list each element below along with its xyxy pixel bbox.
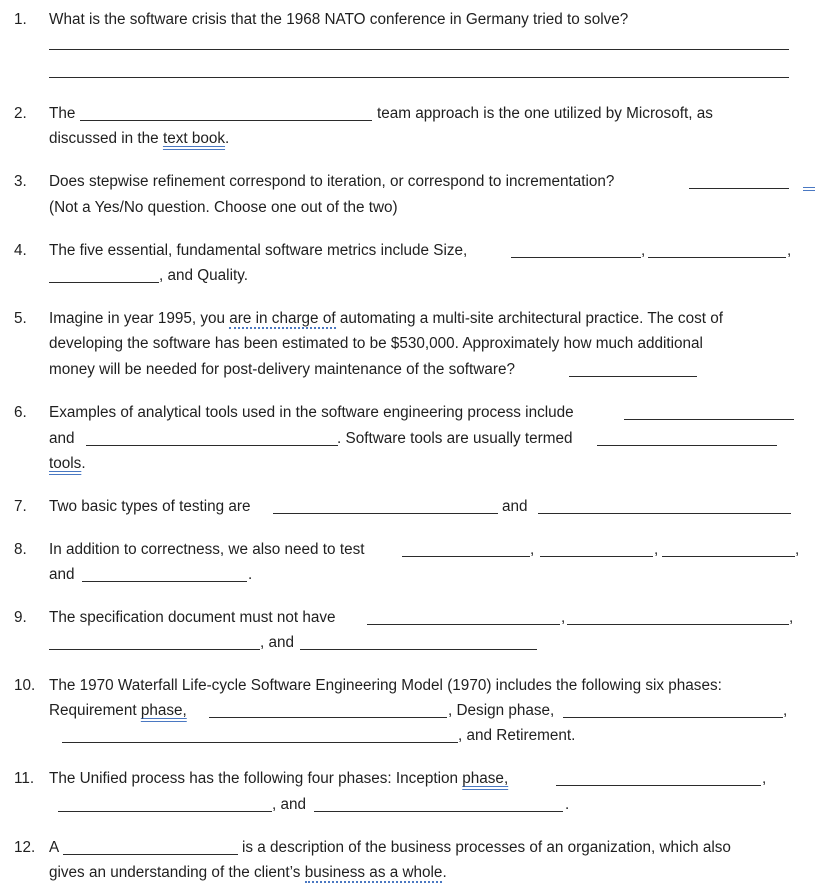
question-text: (Not a Yes/No question. Choose one out of the two) xyxy=(49,199,398,216)
answer-line[interactable] xyxy=(49,49,789,50)
question-text: is a description of the business processes of an organization, which also xyxy=(242,839,731,856)
question-number: 6. xyxy=(14,404,27,421)
comma: , xyxy=(654,541,659,558)
answer-blank[interactable] xyxy=(597,431,777,446)
answer-blank[interactable] xyxy=(300,635,537,650)
answer-blank[interactable] xyxy=(569,362,697,377)
answer-blank[interactable] xyxy=(49,635,260,650)
format-mark xyxy=(803,187,815,191)
question-number: 5. xyxy=(14,310,27,327)
answer-blank[interactable] xyxy=(563,703,783,718)
question-text: Does stepwise refinement correspond to iteration, or correspond to incrementation? xyxy=(49,173,615,190)
question-text: The 1970 Waterfall Life-cycle Software Engineering Model (1970) includes the following six phases: xyxy=(49,677,722,694)
question-number: 7. xyxy=(14,498,27,515)
answer-blank[interactable] xyxy=(80,106,372,121)
question-text: , and xyxy=(272,796,307,813)
answer-blank[interactable] xyxy=(689,174,789,189)
answer-blank[interactable] xyxy=(63,840,238,855)
question-number: 9. xyxy=(14,609,27,626)
comma: , xyxy=(783,702,788,719)
question-number: 8. xyxy=(14,541,27,558)
answer-blank[interactable] xyxy=(567,610,789,625)
grammar-mark: are in charge of xyxy=(229,310,336,327)
spell-check-mark: phase, xyxy=(140,702,187,719)
question-text: Requirement phase, xyxy=(49,702,187,719)
question-text: and xyxy=(49,430,75,447)
comma: , xyxy=(795,541,800,558)
spell-check-mark: text book xyxy=(162,130,226,147)
spell-check-mark: tools xyxy=(49,455,82,472)
question-text: money will be needed for post-delivery maintenance of the software? xyxy=(49,361,515,378)
question-number: 3. xyxy=(14,173,27,190)
answer-blank[interactable] xyxy=(367,610,560,625)
question-text: gives an understanding of the client’s business as a whole. xyxy=(49,864,447,881)
question-text: What is the software crisis that the 1968 NATO conference in Germany tried to solve? xyxy=(49,11,629,28)
question-text: and xyxy=(502,498,528,515)
answer-blank[interactable] xyxy=(209,703,447,718)
question-text: and xyxy=(49,566,75,583)
answer-blank[interactable] xyxy=(540,542,653,557)
answer-blank[interactable] xyxy=(556,771,761,786)
question-number: 4. xyxy=(14,242,27,259)
question-text: , Design phase, xyxy=(448,702,555,719)
question-text: The specification document must not have xyxy=(49,609,336,626)
question-text: , and Retirement. xyxy=(458,727,576,744)
period: . xyxy=(565,796,570,813)
answer-blank[interactable] xyxy=(62,728,458,743)
question-text: The xyxy=(49,105,76,122)
answer-blank[interactable] xyxy=(86,431,338,446)
period: . xyxy=(248,566,253,583)
answer-blank[interactable] xyxy=(624,405,794,420)
answer-blank[interactable] xyxy=(58,797,272,812)
answer-blank[interactable] xyxy=(538,499,791,514)
question-number: 1. xyxy=(14,11,27,28)
question-text: Two basic types of testing are xyxy=(49,498,251,515)
question-number: 11. xyxy=(14,770,35,787)
answer-line[interactable] xyxy=(49,77,789,78)
question-text: In addition to correctness, we also need to test xyxy=(49,541,365,558)
question-number: 2. xyxy=(14,105,27,122)
comma: , xyxy=(561,609,566,626)
question-text: Examples of analytical tools used in the software engineering process include xyxy=(49,404,574,421)
question-text: , and Quality. xyxy=(159,267,248,284)
answer-blank[interactable] xyxy=(402,542,530,557)
question-text: Imagine in year 1995, you are in charge of automating a multi-site architectural practice. The cost of xyxy=(49,310,723,327)
question-text: . Software tools are usually termed xyxy=(337,430,573,447)
answer-blank[interactable] xyxy=(82,567,247,582)
answer-blank[interactable] xyxy=(511,243,641,258)
answer-blank[interactable] xyxy=(273,499,498,514)
answer-blank[interactable] xyxy=(648,243,786,258)
grammar-mark: business as a whole xyxy=(304,864,443,881)
question-text: The Unified process has the following four phases: Inception phase, xyxy=(49,770,509,787)
question-text: tools. xyxy=(49,455,86,472)
question-text: discussed in the text book. xyxy=(49,130,230,147)
question-text: The five essential, fundamental software metrics include Size, xyxy=(49,242,468,259)
comma: , xyxy=(530,541,535,558)
question-text: team approach is the one utilized by Microsoft, as xyxy=(377,105,713,122)
answer-blank[interactable] xyxy=(314,797,563,812)
answer-blank[interactable] xyxy=(49,268,159,283)
comma: , xyxy=(641,242,646,259)
comma: , xyxy=(762,770,767,787)
comma: , xyxy=(787,242,792,259)
question-number: 12. xyxy=(14,839,36,856)
question-text: A xyxy=(49,839,60,856)
question-text: developing the software has been estimated to be $530,000. Approximately how much additional xyxy=(49,335,703,352)
comma: , xyxy=(789,609,794,626)
question-text: , and xyxy=(260,634,295,651)
question-number: 10. xyxy=(14,677,36,694)
spell-check-mark: phase, xyxy=(462,770,509,787)
answer-blank[interactable] xyxy=(662,542,795,557)
